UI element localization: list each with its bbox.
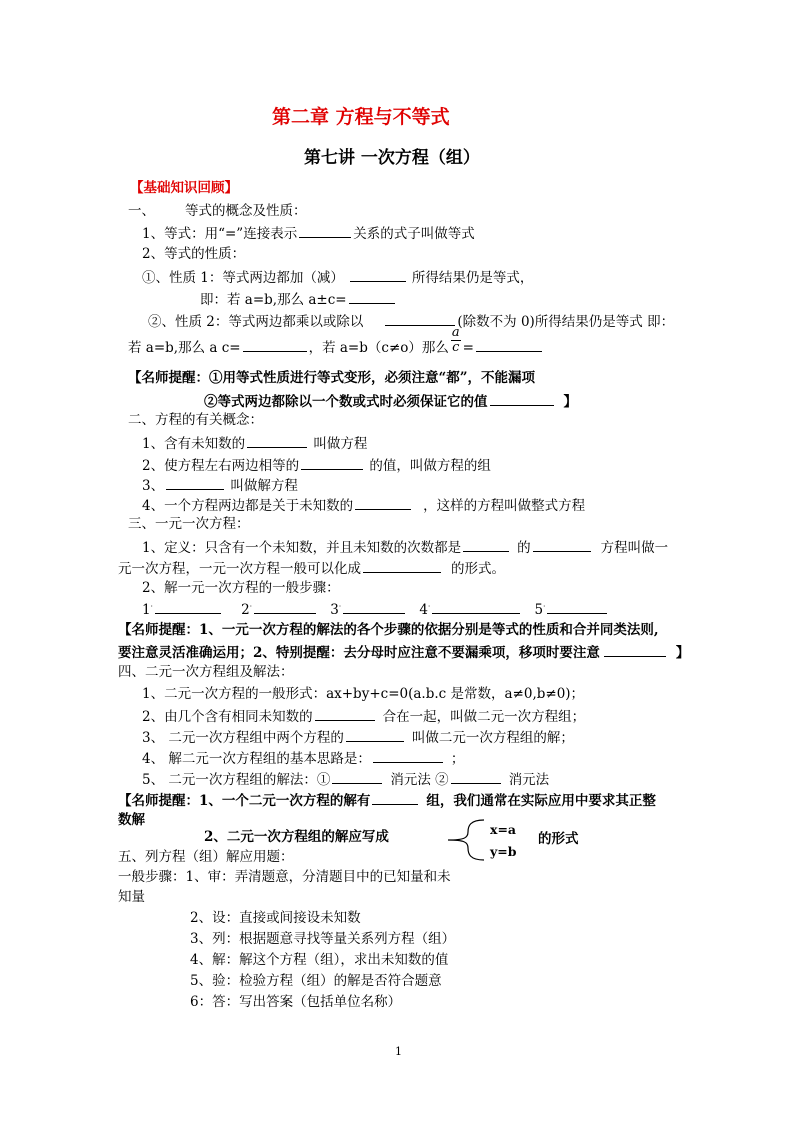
solution-y: y=b <box>490 844 517 859</box>
concept-2: 2、使方程左右两边相等的 的值，叫做方程的组 <box>142 458 491 474</box>
blank <box>166 478 224 490</box>
form-suffix: 的形式 <box>538 831 579 847</box>
blank <box>349 292 395 304</box>
system-4: 4、 解二元一次方程组的基本思路是： ； <box>142 751 465 767</box>
general-step: 2、设：直接或间接设未知数 <box>190 910 361 926</box>
section1-heading <box>128 205 307 219</box>
curly-brace-icon <box>446 818 486 862</box>
blank <box>490 394 554 406</box>
blank <box>350 270 406 282</box>
fraction: $\frac{a}{c}$ <box>451 325 460 355</box>
blank <box>254 602 316 614</box>
property-2: ②、性质 2：等式两边都乘以或除以 (除数不为 0)所得结果仍是等式 即： <box>148 314 675 330</box>
section1-title: 等式的概念及性质： <box>185 203 307 219</box>
property-2-example: 若 a=b,那么 a c= ，若 a=b（c≠o）那么 $\frac{a}{c}$ = <box>128 340 544 356</box>
equation-properties-label: 2、等式的性质： <box>142 246 246 262</box>
system-2: 2、由几个含有相同未知数的 合在一起，叫做二元一次方程组； <box>142 709 586 725</box>
tip3-line3: 2、二元一次方程组的解应写成 <box>204 829 389 845</box>
blank <box>155 602 221 614</box>
blank <box>363 561 441 573</box>
linear-definition: 1、定义：只含有一个未知数，并且未知数的次数都是 的 方程叫做一 <box>142 540 669 556</box>
blank <box>355 498 411 510</box>
blank <box>343 602 405 614</box>
general-step: 3、列：根据题意寻找等量关系列方程（组） <box>190 931 456 947</box>
section5-heading: 五、列方程（组）解应用题： <box>118 849 294 865</box>
tip3-line2: 数解 <box>118 812 145 828</box>
linear-definition-cont: 元一次方程，一元一次方程一般可以化成 的形式。 <box>118 561 505 577</box>
blank <box>604 645 666 657</box>
blank <box>533 540 591 552</box>
general-steps-1-cont: 知量 <box>118 889 145 905</box>
linear-steps-label: 2、解一元一次方程的一般步骤： <box>142 580 340 596</box>
blank <box>451 772 501 784</box>
section2-heading: 二、方程的有关概念： <box>128 412 263 428</box>
blank <box>315 709 375 721</box>
tip2-line2: 要注意灵活准确运用；2、特别提醒：去分母时应注意不要漏乘项，移项时要注意 】 <box>118 645 690 661</box>
page-number: 1 <box>395 1045 402 1058</box>
blank <box>299 226 351 238</box>
tip2-line1: 【名师提醒：1、一元一次方程的解法的各个步骤的依据分别是等式的性质和合并同类法则, <box>118 622 659 638</box>
concept-4: 4、一个方程两边都是关于未知数的 ，这样的方程叫做整式方程 <box>142 498 586 514</box>
blank <box>372 793 418 805</box>
lecture-title: 第七讲 一次方程（组） <box>304 148 480 168</box>
tip1-line2: ②等式两边都除以一个数或式时必须保证它的值 】 <box>204 394 577 410</box>
general-step: 4、解：解这个方程（组），求出未知数的值 <box>190 952 449 968</box>
equation-definition: 1、等式：用“=”连接表示 关系的式子叫做等式 <box>142 226 475 242</box>
system-1: 1、二元一次方程的一般形式：ax+by+c=0(a.b.c 是常数，a≠0,b≠0)； <box>142 686 585 702</box>
blank <box>432 602 520 614</box>
blank <box>301 458 363 470</box>
general-step: 6：答：写出答案（包括单位名称） <box>190 994 402 1010</box>
general-steps-1: 一般步骤：1、审：弄清题意，分清题目中的已知量和未 <box>118 869 451 885</box>
section1-number: 一、 <box>128 203 155 219</box>
linear-steps-row: 1· 2· 3· 4· 5· <box>142 602 609 618</box>
blank <box>346 730 404 742</box>
tip3-line1: 【名师提醒：1、一个二元一次方程的解有 组，我们通常在实际应用中要求其正整 <box>118 793 656 809</box>
tip1-line1: 【名师提醒：①用等式性质进行等式变形，必须注意“都”，不能漏项 <box>128 370 536 386</box>
system-3: 3、 二元一次方程组中两个方程的 叫做二元一次方程组的解； <box>142 730 574 746</box>
chapter-title: 第二章 方程与不等式 <box>272 106 450 128</box>
blank <box>385 314 455 326</box>
solution-x: x=a <box>490 822 517 837</box>
section3-heading: 三、一元一次方程： <box>128 516 250 532</box>
concept-1: 1、含有未知数的 叫做方程 <box>142 436 368 452</box>
blank <box>243 340 307 352</box>
section4-heading: 四、二元一次方程组及解法： <box>118 664 294 680</box>
system-5: 5、 二元一次方程组的解法：① 消元法 ② 消元法 <box>142 772 550 788</box>
blank <box>373 751 443 763</box>
review-header: 【基础知识回顾】 <box>130 180 238 196</box>
blank <box>247 436 307 448</box>
property-1-example: 即：若 a=b,那么 a±c= <box>200 292 397 308</box>
concept-3: 3、 叫做解方程 <box>142 478 298 494</box>
blank <box>476 340 542 352</box>
blank <box>547 602 607 614</box>
property-1: ①、性质 1：等式两边都加（减） 所得结果仍是等式， <box>142 270 534 286</box>
blank <box>463 540 509 552</box>
blank <box>332 772 382 784</box>
general-step: 5、验：检验方程（组）的解是否符合题意 <box>190 973 442 989</box>
